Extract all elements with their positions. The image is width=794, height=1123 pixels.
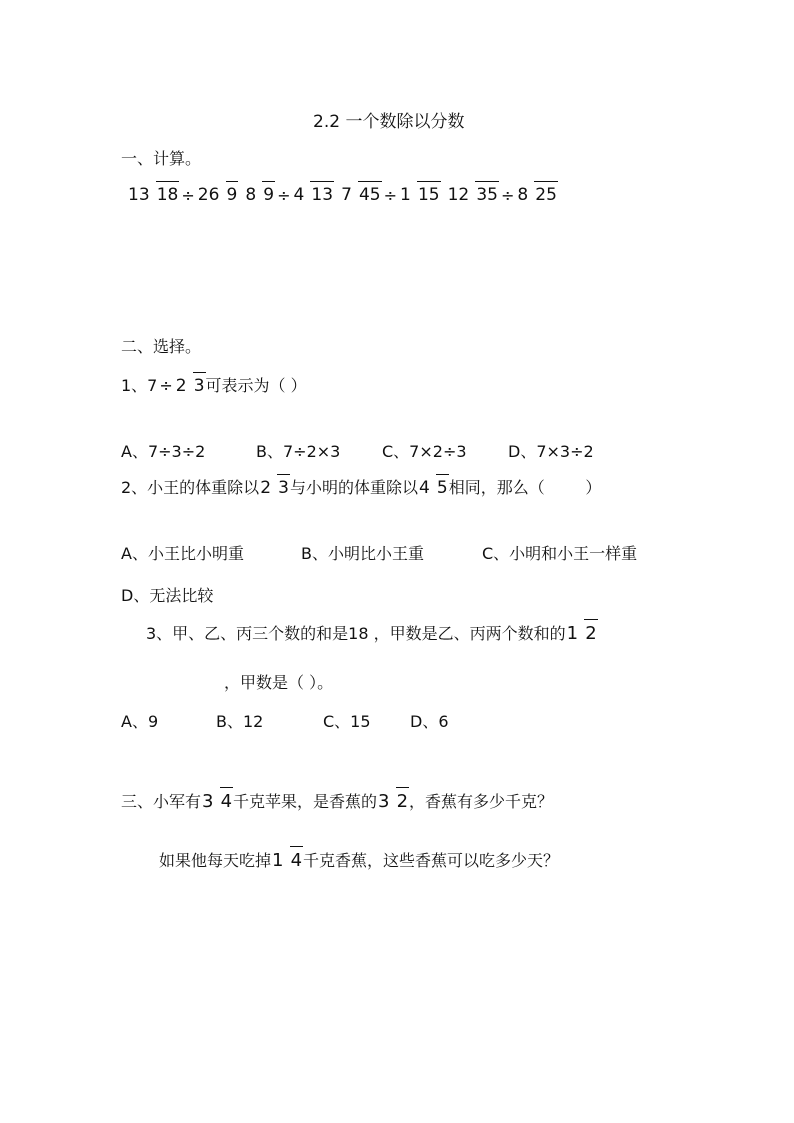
numerator: 1 bbox=[566, 623, 579, 644]
fraction bbox=[399, 187, 441, 204]
fraction bbox=[271, 852, 303, 870]
fraction bbox=[418, 477, 449, 498]
problem-text: 如果他每天吃掉 bbox=[159, 851, 272, 870]
fraction bbox=[175, 375, 206, 396]
divide-sign: ÷ bbox=[181, 186, 195, 205]
numerator: 4 bbox=[418, 477, 430, 498]
problem-text: 千克苹果，是香蕉的 bbox=[233, 792, 378, 811]
denominator: 2 bbox=[584, 619, 597, 644]
denominator: 2 bbox=[396, 787, 409, 812]
divide-sign: ÷ bbox=[159, 376, 173, 395]
question-3-line-2: ，甲数是（ ）。 bbox=[224, 673, 334, 692]
numerator: 8 bbox=[517, 185, 529, 205]
q3-option-b: B、12 bbox=[216, 712, 264, 731]
q1-option-a: A、7÷3÷2 bbox=[121, 442, 206, 461]
divide-sign: ÷ bbox=[500, 186, 515, 205]
denominator: 13 bbox=[310, 181, 334, 205]
q3-option-a: A、9 bbox=[121, 712, 159, 731]
fraction bbox=[566, 625, 598, 643]
numerator: 2 bbox=[175, 375, 187, 396]
fraction bbox=[293, 187, 335, 204]
problem-text: 千克香蕉，这些香蕉可以吃多少天？ bbox=[303, 851, 560, 870]
numerator: 1 bbox=[272, 850, 284, 871]
divide-sign: ÷ bbox=[383, 186, 398, 205]
denominator: 4 bbox=[290, 846, 303, 871]
problem-text: ，香蕉有多少千克？ bbox=[409, 792, 554, 811]
problem-text: 三、小军有 bbox=[121, 792, 202, 811]
fraction bbox=[197, 187, 239, 204]
fraction bbox=[259, 477, 290, 498]
numerator: 12 bbox=[447, 185, 470, 205]
denominator: 25 bbox=[534, 181, 558, 205]
fraction bbox=[244, 187, 275, 204]
section-2-heading: 二、选择。 bbox=[121, 337, 202, 356]
denominator: 9 bbox=[226, 181, 239, 205]
q3-option-c: C、15 bbox=[323, 712, 371, 731]
numerator: 2 bbox=[260, 477, 272, 498]
numerator: 7 bbox=[341, 185, 352, 205]
fraction bbox=[127, 187, 179, 204]
question-2 bbox=[121, 478, 601, 498]
numerator: 8 bbox=[245, 185, 257, 205]
fraction bbox=[447, 187, 499, 204]
question-text: 与小明的体重除以 bbox=[289, 478, 418, 497]
denominator: 4 bbox=[220, 787, 233, 812]
q2-option-b: B、小明比小王重 bbox=[301, 544, 424, 563]
question-1 bbox=[121, 376, 307, 396]
fraction bbox=[377, 793, 409, 811]
denominator: 3 bbox=[277, 474, 290, 498]
denominator: 3 bbox=[193, 372, 206, 396]
section-3-line-1 bbox=[121, 792, 553, 812]
calculation-problems bbox=[127, 186, 558, 205]
question-text: 3、甲、乙、丙三个数的和是18 ，甲数是乙、丙两个数和的 bbox=[146, 624, 566, 643]
denominator: 5 bbox=[436, 474, 449, 498]
question-3 bbox=[146, 624, 598, 644]
q1-option-d: D、7×3÷2 bbox=[508, 442, 594, 461]
numerator: 13 bbox=[128, 185, 150, 205]
section-3-line-2 bbox=[159, 851, 559, 871]
fraction bbox=[516, 187, 558, 204]
q2-option-c: C、小明和小王一样重 bbox=[482, 544, 638, 563]
fraction bbox=[201, 793, 233, 811]
q3-option-d: D、6 bbox=[410, 712, 449, 731]
numerator: 26 bbox=[197, 185, 220, 205]
q2-option-d: D、无法比较 bbox=[121, 586, 214, 605]
question-text: 可表示为（ ） bbox=[205, 376, 307, 395]
section-1-heading: 一、计算。 bbox=[121, 149, 202, 168]
denominator: 15 bbox=[417, 181, 441, 205]
question-text: 1、7 bbox=[121, 376, 158, 395]
question-text: 相同，那么（ ） bbox=[448, 478, 602, 497]
divide-sign: ÷ bbox=[277, 186, 291, 205]
numerator: 3 bbox=[202, 791, 214, 812]
q1-option-b: B、7÷2×3 bbox=[256, 442, 341, 461]
denominator: 9 bbox=[262, 181, 275, 205]
denominator: 35 bbox=[475, 181, 499, 205]
question-text: 2、小王的体重除以 bbox=[121, 478, 260, 497]
page-title: 2.2 一个数除以分数 bbox=[313, 112, 465, 132]
denominator: 18 bbox=[156, 181, 180, 205]
fraction bbox=[340, 187, 382, 204]
q1-option-c: C、7×2÷3 bbox=[382, 442, 467, 461]
numerator: 3 bbox=[378, 791, 390, 812]
q2-option-a: A、小王比小明重 bbox=[121, 544, 244, 563]
numerator: 1 bbox=[400, 185, 411, 205]
numerator: 4 bbox=[293, 185, 305, 205]
denominator: 45 bbox=[358, 181, 382, 205]
